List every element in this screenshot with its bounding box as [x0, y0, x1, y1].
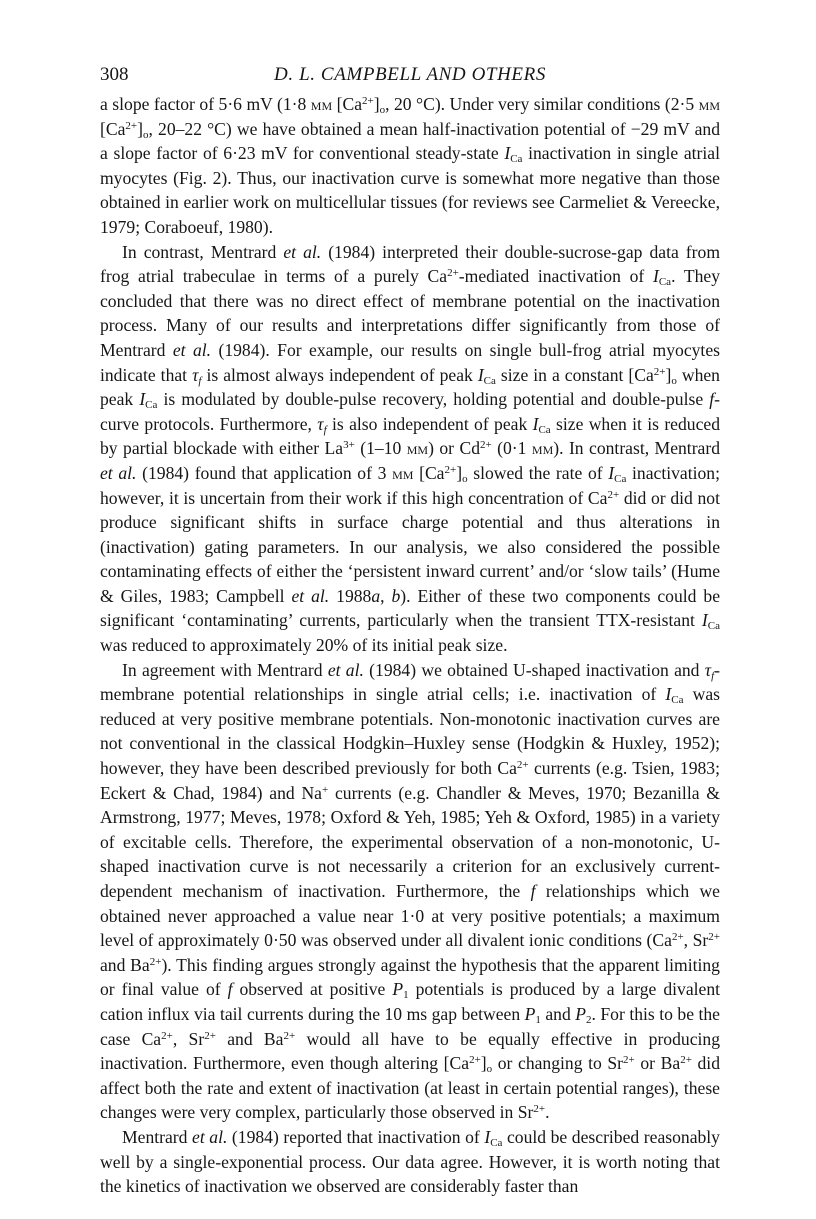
running-head-text: D. L. CAMPBELL AND OTHERS	[274, 64, 546, 85]
page-header	[100, 64, 720, 94]
paragraph-3: In agreement with Mentrard et al. (1984) we obtained U-shaped inactivation and $\tau_f$-membrane potential relationships in single atrial cells; i.e. inactivation of $I_{Ca}$ was reduced at very positive membrane potentials. Non-monotonic inactivation curves are not conventional in the classical Hodgkin–Huxley sense (Hodgkin & Huxley, 1952); however, they have been described previously for both $Ca^{2+}$ currents (e.g. Tsien, 1983; Eckert & Chad, 1984) and Na+ currents (e.g. Chandler & Meves, 1970; Bezanilla & Armstrong, 1977; Meves, 1978; Oxford & Yeh, 1985; Yeh & Oxford, 1985) in a variety of excitable cells. Therefore, the experimental observation of a non-monotonic, U-shaped inactivation curve is not necessarily a criterion for an exclusively current-dependent mechanism of inactivation. Furthermore, the f relationships which we obtained never approached a value near 1·0 at very positive potentials; a maximum level of approximately 0·50 was observed under all divalent ionic conditions ($Ca^{2+}$, $Sr^{2+}$ and $Ba^{2+}$). This finding argues strongly against the hypothesis that the apparent limiting or final value of f observed at positive $P_1$ potentials is produced by a large divalent cation influx via tail currents during the 10 ms gap between $P_1$ and $P_2$. For this to be the case $Ca^{2+}$, $Sr^{2+}$ and $Ba^{2+}$ would all have to be equally effective in producing inactivation. Furthermore, even though altering $[Ca^{2+}]_o$ or changing to $Sr^{2+}$ or $Ba^{2+}$ did affect both the rate and extent of inactivation (at least in certain potential ranges), these changes were very complex, particularly those observed in $Sr^{2+}$.	[100, 659, 721, 1123]
paragraph-1: a slope factor of 5·6 mV (1·8 mm $[Ca^{2+}]_o$, 20 °C). Under very similar conditions (2·5 mm $[Ca^{2+}]_o$, 20–22 °C) we have obtained a mean half-inactivation potential of −29 mV and a slope factor of 6·23 mV for conventional steady-state $I_{Ca}$ inactivation in single atrial myocytes (Fig. 2). Thus, our inactivation curve is somewhat more negative than those obtained in earlier work on multicellular tissues (for reviews see Carmeliet & Vereecke, 1979; Coraboeuf, 1980).	[100, 94, 720, 237]
paragraph-4: Mentrard et al. (1984) reported that inactivation of $I_{Ca}$ could be described reasonably well by a single-exponential process. Our data agree. However, it is worth noting that the kinetics of inactivation we observed are considerably faster than	[100, 1126, 720, 1197]
paragraph-2: In contrast, Mentrard et al. (1984) interpreted their double-sucrose-gap data from frog atrial trabeculae in terms of a purely $Ca^{2+}$-mediated inactivation of $I_{Ca}$. They concluded that there was no direct effect of membrane potential on the inactivation process. Many of our results and interpretations differ significantly from those of Mentrard et al. (1984). For example, our results on single bull-frog atrial myocytes indicate that $\tau_f$ is almost always independent of peak $I_{Ca}$ size in a constant $[Ca^{2+}]_o$ when peak $I_{Ca}$ is modulated by double-pulse recovery, holding potential and double-pulse f-curve protocols. Furthermore, $\tau_f$ is also independent of peak $I_{Ca}$ size when it is reduced by partial blockade with either $La^{3+}$ (1–10 μm) or $Cd^{2+}$ (0·1 mm). In contrast, Mentrard et al. (1984) found that application of 3 mm $[Ca^{2+}]_o$ slowed the rate of $I_{Ca}$ inactivation; however, it is uncertain from their work if this high concentration of $Ca^{2+}$ did or did not produce significant shifts in surface charge potential and thus alterations in (inactivation) gating parameters. In our analysis, we also considered the possible contaminating effects of either the ‘persistent inward current’ and/or ‘slow tails’ (Hume & Giles, 1983; Campbell et al. 1988a, b). Either of these two components could be significant ‘contaminating’ currents, particularly when the transient TTX-resistant $I_{Ca}$ was reduced to approximately 20% of its initial peak size.	[100, 241, 721, 656]
body-text	[100, 92, 720, 1199]
running-head	[100, 64, 720, 86]
page-number: 308	[100, 64, 129, 85]
